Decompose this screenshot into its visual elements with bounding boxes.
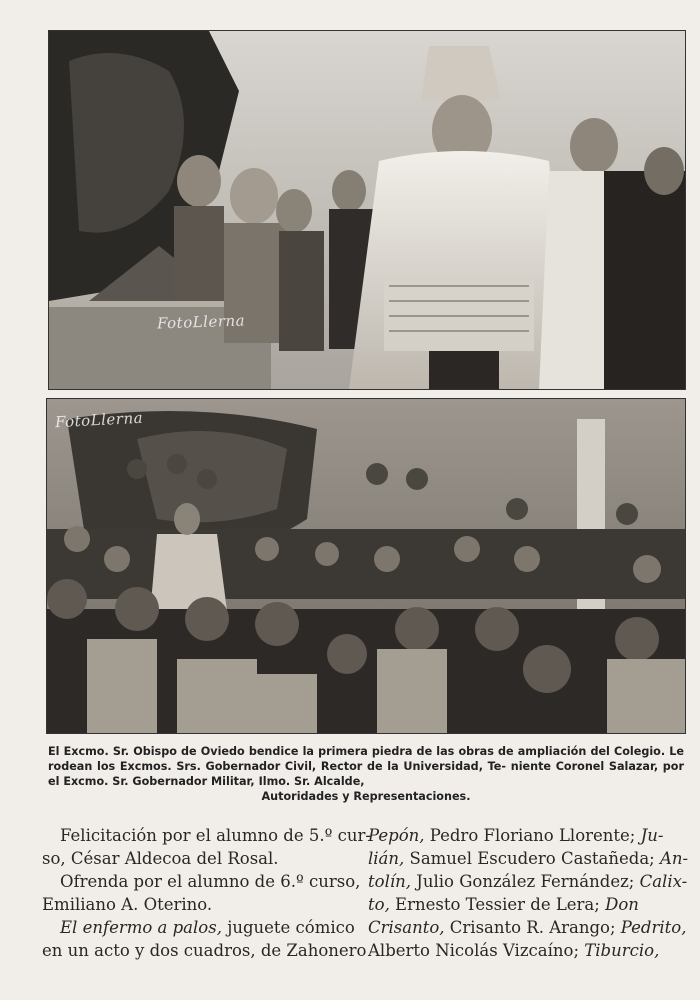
right-column [368,824,689,962]
actor-name: Ernesto Tessier de Lera; [389,895,600,914]
character-name: lián, [368,849,405,868]
caption-line: niente Coronel Salazar, por el Excmo. Sr. Gobernador Militar, Ilmo. Sr. Alcalde, [48,760,684,788]
actor-name: Julio González Fernández; [411,872,635,891]
left-column [42,824,371,962]
character-name: Ju- [635,826,664,845]
text-line: Ofrenda por el alumno de 6.º curso, [60,872,361,891]
character-name: Tiburcio, [579,941,660,960]
photo-crowd-ceremony-icon [47,399,685,733]
photo-watermark: FotoLlerna [156,311,246,333]
character-name: Calix- [634,872,688,891]
photo-caption [48,744,684,804]
actor-name: Alberto Nicolás Vizcaíno; [368,941,580,960]
photo-crowd-ceremony [46,398,686,734]
character-name: An- [654,849,689,868]
text-line [368,870,688,893]
text-line: Emiliano A. Oterino. [42,895,213,914]
text-line: Felicitación por el alumno de 5.º cur- [60,826,371,845]
caption-line: Autoridades y Representaciones. [261,790,471,803]
character-name: tolín, [368,872,411,891]
text-line: en un acto y dos cuadros, de Zahonero [42,941,367,960]
text-fragment: juguete cómico [221,918,355,937]
photo-bishop-blessing-icon [49,31,685,389]
actor-name: Samuel Escudero Castañeda; [404,849,655,868]
photo-watermark: FotoLlerna [54,408,144,432]
character-name: Don [599,895,639,914]
photo-bishop-blessing [48,30,686,390]
actor-name: Pedro Floriano Llorente; [424,826,636,845]
character-name: Pedrito, [615,918,687,937]
text-line [368,847,689,870]
text-line [368,939,680,962]
character-name: Pepón, [368,826,425,845]
text-line [368,916,687,939]
caption-line: del Colegio. Le rodean los Excmos. Srs. Gobernador Civil, Rector de la Universidad, Te- [48,745,684,773]
actor-name: Crisanto R. Arango; [444,918,616,937]
play-title: El enfermo a palos, [60,918,222,937]
character-name: to, [368,895,390,914]
caption-line: El Excmo. Sr. Obispo de Oviedo bendice la primera piedra de las obras de ampliación [48,745,587,758]
text-line: so, César Aldecoa del Rosal. [42,849,279,868]
text-line [368,893,680,916]
character-name: Crisanto, [368,918,445,937]
text-line [368,824,680,847]
text-line [42,916,354,939]
